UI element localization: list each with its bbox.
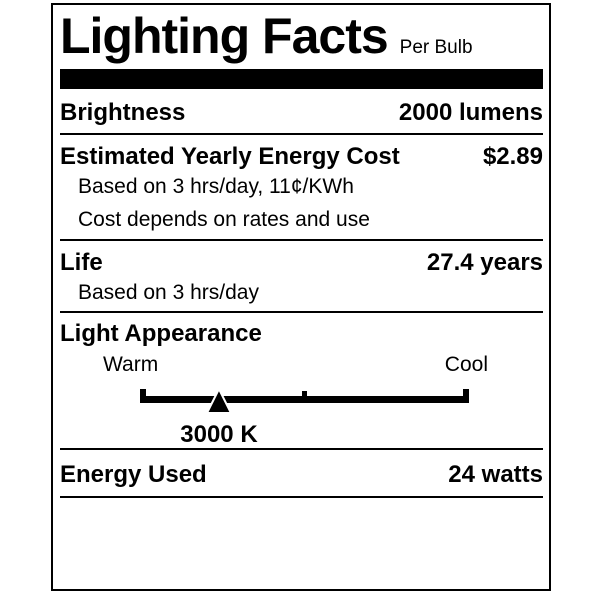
energy-cost-value: $2.89 [482, 143, 543, 170]
scale-tick-right [463, 389, 469, 403]
life-note-basis: Based on 3 hrs/day [78, 281, 259, 304]
cool-label: Cool [444, 353, 488, 376]
light-appearance-section [60, 313, 543, 450]
page-title: Lighting Facts [60, 8, 388, 64]
brightness-label: Brightness [60, 99, 186, 126]
energy-cost-note-basis: Based on 3 hrs/day, 11¢/KWh [78, 175, 354, 198]
warm-label: Warm [103, 353, 159, 376]
kelvin-scale [60, 385, 543, 415]
scale-tick-left [140, 389, 146, 403]
kelvin-value: 3000 K [180, 421, 258, 448]
energy-cost-note-disclaimer: Cost depends on rates and use [78, 208, 370, 231]
header [60, 5, 543, 64]
lighting-facts-label [51, 3, 551, 591]
bottom-blank-area [60, 498, 543, 588]
life-section [60, 241, 543, 313]
per-bulb-label: Per Bulb [399, 37, 473, 58]
life-label: Life [60, 249, 103, 276]
energy-used-label: Energy Used [60, 461, 207, 488]
energy-cost-section [60, 135, 543, 241]
scale-tick-middle [302, 391, 307, 403]
light-appearance-title: Light Appearance [60, 320, 262, 347]
life-value: 27.4 years [426, 249, 543, 276]
energy-cost-label: Estimated Yearly Energy Cost [60, 143, 400, 170]
energy-used-section [60, 450, 543, 498]
brightness-value: 2000 lumens [398, 99, 543, 126]
energy-used-value: 24 watts [448, 461, 543, 488]
header-divider-bar [60, 69, 543, 89]
brightness-section [60, 89, 543, 135]
